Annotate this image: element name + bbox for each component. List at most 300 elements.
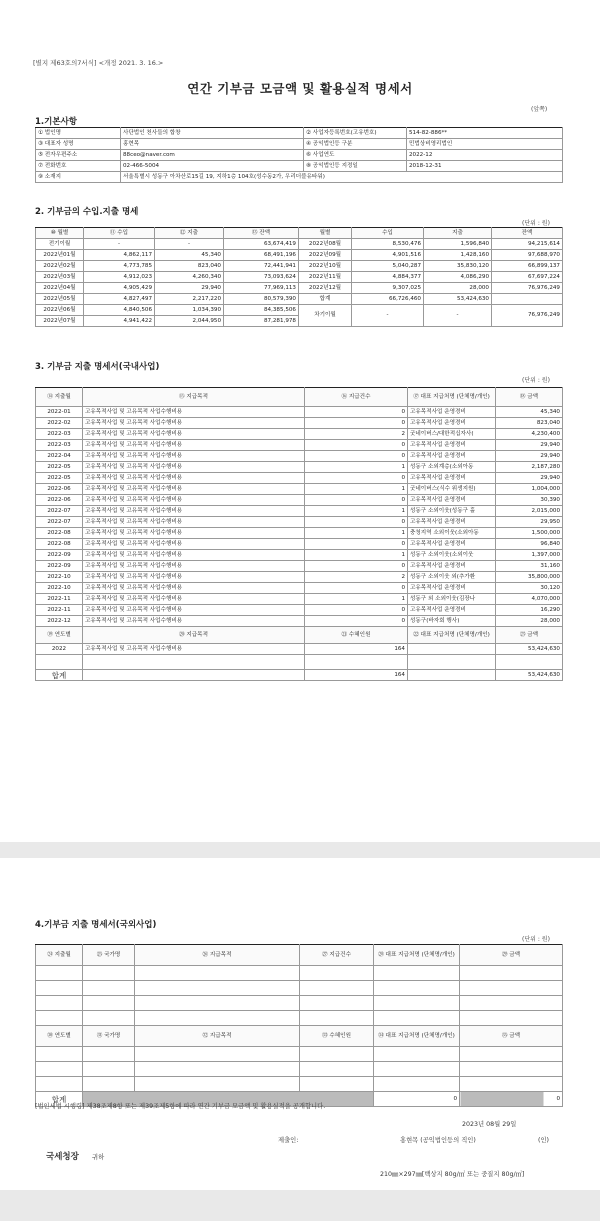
- empty-cell: [83, 996, 135, 1011]
- count-cell: 0: [305, 473, 408, 484]
- purpose-cell: 고유목적사업 및 고유목적 사업수행비용: [83, 616, 305, 627]
- balance-cell: [492, 294, 563, 305]
- month-cell: 2022년08월: [299, 239, 352, 250]
- field-label: ③ 대표자 성명: [36, 139, 121, 150]
- empty-cell: [374, 981, 460, 996]
- empty-cell: [460, 1062, 563, 1077]
- count-cell: 0: [305, 440, 408, 451]
- income-unit: (단위 : 원): [522, 220, 550, 227]
- purpose-cell: 고유목적사업 및 고유목적 사업수행비용: [83, 605, 305, 616]
- purpose-cell: 고유목적사업 및 고유목적 사업수행비용: [83, 583, 305, 594]
- year-header-row: [36, 627, 563, 644]
- column-header: ⑳ 지급목적: [83, 627, 305, 644]
- column-header: ㉜ 지급목적: [135, 1026, 300, 1047]
- income-row: [36, 305, 563, 316]
- column-header: ㉖ 지급목적: [135, 945, 300, 966]
- expense-row: [36, 616, 563, 627]
- empty-cell: [135, 1077, 300, 1092]
- empty-cell: [300, 981, 374, 996]
- income-row: [36, 250, 563, 261]
- expense-row: [36, 517, 563, 528]
- count-cell: 1: [305, 528, 408, 539]
- income-cell: 5,040,287: [352, 261, 424, 272]
- month-cell: 2022년04월: [36, 283, 84, 294]
- empty-cell: [374, 1062, 460, 1077]
- column-header: ㉟ 금액: [460, 1026, 563, 1047]
- purpose-cell: 고유목적사업 및 고유목적 사업수행비용: [83, 440, 305, 451]
- month-cell: 2022-02: [36, 418, 83, 429]
- amount-cell: 2,015,000: [496, 506, 563, 517]
- column-header: 수입: [352, 228, 424, 239]
- page-side-label: (앞쪽): [531, 106, 548, 113]
- expense-cell: 53,424,630: [424, 294, 492, 305]
- purpose-cell: 고유목적사업 및 고유목적 사업수행비용: [83, 429, 305, 440]
- recipient-cell: 성동구 소외이웃(성동구 홀: [408, 506, 496, 517]
- income-table: [35, 227, 563, 327]
- empty-cell: [408, 655, 496, 670]
- expense-cell: 823,040: [155, 261, 224, 272]
- seal-mark: (인): [538, 1137, 549, 1144]
- foreign-header-row: [36, 945, 563, 966]
- amount-cell: 1,397,000: [496, 550, 563, 561]
- column-header: ㉘ 대표 지급처명 (단체명/개인): [374, 945, 460, 966]
- empty-cell: [460, 1077, 563, 1092]
- amount-cell: 53,424,630: [496, 644, 563, 655]
- count-cell: 1: [305, 594, 408, 605]
- purpose-cell: 고유목적사업 및 고유목적 사업수행비용: [83, 550, 305, 561]
- recipient-cell: 고유목적사업 운영경비: [408, 440, 496, 451]
- month-cell: 2022년05월: [36, 294, 84, 305]
- recipient-cell: 성동구 소외이웃 외(추가환: [408, 572, 496, 583]
- income-cell: -: [352, 305, 424, 327]
- empty-cell: [300, 1047, 374, 1062]
- empty-cell: [374, 1011, 460, 1026]
- balance-cell: 63,674,419: [224, 239, 299, 250]
- balance-cell: 84,385,506: [224, 305, 299, 316]
- foreign-empty-row: [36, 1062, 563, 1077]
- income-cell: 4,827,497: [84, 294, 155, 305]
- count-cell: 0: [305, 616, 408, 627]
- expense-row: [36, 418, 563, 429]
- empty-cell: [36, 966, 83, 981]
- amount-cell: 30,120: [496, 583, 563, 594]
- empty-cell: [374, 996, 460, 1011]
- expense-row: [36, 462, 563, 473]
- empty-cell: [460, 996, 563, 1011]
- month-cell: 2022-05: [36, 473, 83, 484]
- amount-cell: 2,187,280: [496, 462, 563, 473]
- field-label: ⑧ 공익법인등 지정일: [304, 161, 407, 172]
- amount-cell: 1,500,000: [496, 528, 563, 539]
- field-value: 서울특별시 성동구 아차산로15길 19, 지하1층 104호(성수동2가, 우리더블유타워): [121, 172, 563, 183]
- field-label: ② 사업자등록번호(고유번호): [304, 128, 407, 139]
- purpose-cell: 고유목적사업 및 고유목적 사업수행비용: [83, 539, 305, 550]
- month-cell: 2022년06월: [36, 305, 84, 316]
- month-cell: 2022-05: [36, 462, 83, 473]
- column-header: ⑲ 연도별: [36, 627, 83, 644]
- amount-cell: 29,940: [496, 440, 563, 451]
- empty-cell: [496, 655, 563, 670]
- form-page-2: [0, 858, 600, 1190]
- income-cell: 8,530,476: [352, 239, 424, 250]
- balance-cell: 87,281,978: [224, 316, 299, 327]
- expense-cell: 1,034,390: [155, 305, 224, 316]
- count-total: 0: [374, 1092, 460, 1107]
- year-row: [36, 644, 563, 655]
- expense-row: [36, 594, 563, 605]
- column-header: ⑫ 지출: [155, 228, 224, 239]
- count-cell: 0: [305, 418, 408, 429]
- income-row: [36, 283, 563, 294]
- purpose-cell: 고유목적사업 및 고유목적 사업수행비용: [83, 506, 305, 517]
- submitter-name: 홍현목 (공익법인등의 직인): [400, 1137, 476, 1144]
- column-header: ⑪ 수입: [84, 228, 155, 239]
- balance-cell: 73,093,624: [224, 272, 299, 283]
- beneficiary-cell: 164: [305, 644, 408, 655]
- page-title: 연간 기부금 모금액 및 활용실적 명세서: [187, 81, 413, 96]
- expense-row: [36, 451, 563, 462]
- field-label: ① 법인명: [36, 128, 121, 139]
- recipient-cell: 고유목적사업 운영경비: [408, 583, 496, 594]
- expense-cell: 28,000: [424, 283, 492, 294]
- count-cell: 0: [305, 451, 408, 462]
- recipient-cell: 성동구 소외계층(소외아동: [408, 462, 496, 473]
- income-cell: 66,726,460: [352, 294, 424, 305]
- empty-row: [36, 655, 563, 670]
- basic-info-row: [36, 161, 563, 172]
- total-label: 합계: [36, 670, 83, 681]
- column-header: 지출: [424, 228, 492, 239]
- amount-cell: 96,840: [496, 539, 563, 550]
- column-header: ㉛ 국가명: [83, 1026, 135, 1047]
- count-cell: 0: [305, 495, 408, 506]
- count-cell: 0: [305, 539, 408, 550]
- income-cell: 4,941,422: [84, 316, 155, 327]
- month-cell: 2022-07: [36, 506, 83, 517]
- empty-cell: [460, 1011, 563, 1026]
- month-cell: 2022-10: [36, 583, 83, 594]
- count-cell: 2: [305, 429, 408, 440]
- month-cell: 2022-11: [36, 594, 83, 605]
- recipient-cell: 고유목적사업 운영경비: [408, 407, 496, 418]
- balance-cell: 67,697,224: [492, 272, 563, 283]
- income-row: [36, 294, 563, 305]
- column-header: ⑯ 지급건수: [305, 388, 408, 407]
- balance-cell: 76,976,249: [492, 305, 563, 327]
- balance-cell: 94,215,614: [492, 239, 563, 250]
- recipient-cell: 굿네이버스/대한적십자사(: [408, 429, 496, 440]
- month-cell: 2022년01월: [36, 250, 84, 261]
- foreign-empty-row: [36, 966, 563, 981]
- total-row: [36, 670, 563, 681]
- month-cell: 합계: [299, 294, 352, 305]
- expense-row: [36, 605, 563, 616]
- empty-cell: [135, 1062, 300, 1077]
- balance-cell: 80,579,390: [224, 294, 299, 305]
- month-cell: 2022-06: [36, 495, 83, 506]
- empty-cell: [135, 1011, 300, 1026]
- balance-cell: 68,491,196: [224, 250, 299, 261]
- field-value: 홍현목: [121, 139, 304, 150]
- month-cell: 2022-06: [36, 484, 83, 495]
- expense-row: [36, 484, 563, 495]
- empty-cell: [408, 670, 496, 681]
- domestic-header-row: [36, 388, 563, 407]
- field-value: 2022-12: [407, 150, 563, 161]
- expense-cell: 1,428,160: [424, 250, 492, 261]
- field-value: 민법상비영리법인: [407, 139, 563, 150]
- purpose-cell: 고유목적사업 및 고유목적 사업수행비용: [83, 528, 305, 539]
- column-header: ㉒ 대표 지급처명 (단체명/개인): [408, 627, 496, 644]
- recipient-cell: 성동구 외 소외이웃(김장나: [408, 594, 496, 605]
- recipient-cell: 고유목적사업 운영경비: [408, 473, 496, 484]
- basic-info-row: [36, 172, 563, 183]
- purpose-cell: 고유목적사업 및 고유목적 사업수행비용: [83, 484, 305, 495]
- amount-cell: 1,004,000: [496, 484, 563, 495]
- column-header: ㉑ 수혜인원: [305, 627, 408, 644]
- month-cell: 2022-09: [36, 550, 83, 561]
- income-cell: 4,884,377: [352, 272, 424, 283]
- empty-cell: [460, 966, 563, 981]
- empty-cell: [36, 655, 83, 670]
- expense-row: [36, 407, 563, 418]
- empty-cell: [460, 981, 563, 996]
- income-cell: 4,840,506: [84, 305, 155, 316]
- amount-cell: 4,230,400: [496, 429, 563, 440]
- column-header: ㉙ 금액: [460, 945, 563, 966]
- amount-total: 0: [460, 1092, 563, 1107]
- empty-cell: [374, 1077, 460, 1092]
- foreign-empty-row: [36, 1011, 563, 1026]
- field-label: ④ 공익법인등 구분: [304, 139, 407, 150]
- amount-cell: 45,340: [496, 407, 563, 418]
- month-cell: 전기이월: [36, 239, 84, 250]
- expense-cell: 2,044,950: [155, 316, 224, 327]
- expense-cell: 35,830,120: [424, 261, 492, 272]
- basic-info-row: [36, 128, 563, 139]
- empty-cell: [36, 1062, 83, 1077]
- income-cell: 4,862,117: [84, 250, 155, 261]
- count-cell: 1: [305, 484, 408, 495]
- balance-cell: 77,969,113: [224, 283, 299, 294]
- expense-cell: 4,260,340: [155, 272, 224, 283]
- domestic-unit: (단위 : 원): [522, 377, 550, 384]
- income-header-row: [36, 228, 563, 239]
- section-income-heading: 2. 기부금의 수입.지출 명세: [35, 207, 139, 217]
- empty-cell: [300, 1077, 374, 1092]
- empty-cell: [36, 996, 83, 1011]
- paper-spec: 210㎜×297㎜[백상지 80g/㎡ 또는 중질지 80g/㎡]: [380, 1171, 525, 1178]
- column-header: 잔액: [492, 228, 563, 239]
- month-cell: 2022년02월: [36, 261, 84, 272]
- foreign-table: [35, 944, 563, 1107]
- amount-cell: 31,160: [496, 561, 563, 572]
- foreign-spacer-row: [36, 1077, 563, 1092]
- amount-total: 53,424,630: [496, 670, 563, 681]
- column-header: ⑮ 지급목적: [83, 388, 305, 407]
- purpose-cell: 고유목적사업 및 고유목적 사업수행비용: [83, 572, 305, 583]
- count-cell: 0: [305, 407, 408, 418]
- income-row: [36, 261, 563, 272]
- empty-cell: [300, 1062, 374, 1077]
- month-cell: 2022-04: [36, 451, 83, 462]
- purpose-cell: 고유목적사업 및 고유목적 사업수행비용: [83, 495, 305, 506]
- expense-cell: -: [155, 239, 224, 250]
- income-cell: -: [84, 239, 155, 250]
- form-number: [별지 제63호의7서식] <개정 2021. 3. 16.>: [33, 59, 164, 67]
- expense-cell: 2,217,220: [155, 294, 224, 305]
- empty-cell: [135, 1047, 300, 1062]
- empty-cell: [83, 1062, 135, 1077]
- recipient-cell: 충청지역 소외이웃(소외아동: [408, 528, 496, 539]
- foreign-unit: (단위 : 원): [522, 936, 550, 943]
- expense-row: [36, 528, 563, 539]
- field-label: ⑤ 전자우편주소: [36, 150, 121, 161]
- empty-cell: [83, 1077, 135, 1092]
- basic-info-row: [36, 139, 563, 150]
- month-cell: 2022년07월: [36, 316, 84, 327]
- amount-cell: 29,940: [496, 473, 563, 484]
- recipient-cell: 고유목적사업 운영경비: [408, 418, 496, 429]
- empty-cell: [135, 996, 300, 1011]
- carry-label: 차기이월: [299, 305, 352, 327]
- recipient-cell: 고유목적사업 운영경비: [408, 517, 496, 528]
- column-header: ㉓ 금액: [496, 627, 563, 644]
- amount-cell: 30,390: [496, 495, 563, 506]
- field-label: ⑥ 사업연도: [304, 150, 407, 161]
- income-cell: 4,901,516: [352, 250, 424, 261]
- balance-cell: 97,688,970: [492, 250, 563, 261]
- purpose-cell: 고유목적사업 및 고유목적 사업수행비용: [83, 644, 305, 655]
- month-cell: 2022년03월: [36, 272, 84, 283]
- month-cell: 2022-11: [36, 605, 83, 616]
- purpose-cell: 고유목적사업 및 고유목적 사업수행비용: [83, 561, 305, 572]
- empty-cell: [36, 1077, 83, 1092]
- section-domestic-heading: 3. 기부금 지출 명세서(국내사업): [35, 362, 160, 372]
- count-cell: 0: [305, 605, 408, 616]
- empty-cell: [36, 1047, 83, 1062]
- empty-cell: [36, 1011, 83, 1026]
- month-cell: 2022년12월: [299, 283, 352, 294]
- empty-cell: [300, 1011, 374, 1026]
- empty-cell: [374, 1047, 460, 1062]
- field-value: 02-466-5004: [121, 161, 304, 172]
- foreign-year-header-row: [36, 1026, 563, 1047]
- total-label: 합계: [36, 1092, 83, 1107]
- column-header: ⑬ 잔액: [224, 228, 299, 239]
- income-row: [36, 239, 563, 250]
- amount-cell: 29,950: [496, 517, 563, 528]
- empty-cell: [135, 981, 300, 996]
- submission-date: 2023년 08월 29일: [462, 1121, 517, 1128]
- income-cell: 9,307,025: [352, 283, 424, 294]
- amount-cell: 823,040: [496, 418, 563, 429]
- field-label: ⑦ 전화번호: [36, 161, 121, 172]
- column-header: ⑩ 월별: [36, 228, 84, 239]
- month-cell: 2022-01: [36, 407, 83, 418]
- empty-cell: [374, 966, 460, 981]
- empty-cell: [305, 655, 408, 670]
- balance-cell: 66,899,137: [492, 261, 563, 272]
- field-value: 514-82-886**: [407, 128, 563, 139]
- recipient-cell: 고유목적사업 운영경비: [408, 561, 496, 572]
- month-cell: 2022-10: [36, 572, 83, 583]
- empty-cell: [83, 655, 305, 670]
- law-notice: [법인세법 시행령] 제38조제8항 또는 제39조제5항에 따라 연간 기부금 모금액 및 활용실적을 공개합니다.: [35, 1103, 326, 1110]
- field-value: 2018-12-31: [407, 161, 563, 172]
- column-header: ㉔ 지출월: [36, 945, 83, 966]
- expense-row: [36, 539, 563, 550]
- expense-row: [36, 550, 563, 561]
- count-cell: 0: [305, 561, 408, 572]
- section-foreign-heading: 4.기부금 지출 명세서(국외사업): [35, 920, 157, 930]
- foreign-empty-row: [36, 981, 563, 996]
- month-cell: 2022-03: [36, 429, 83, 440]
- amount-cell: 16,290: [496, 605, 563, 616]
- column-header: ⑭ 지출월: [36, 388, 83, 407]
- field-value: 88ceo@naver.com: [121, 150, 304, 161]
- purpose-cell: 고유목적사업 및 고유목적 사업수행비용: [83, 451, 305, 462]
- empty-cell: [460, 1047, 563, 1062]
- month-cell: 2022년10월: [299, 261, 352, 272]
- recipient-cell: 고유목적사업 운영경비: [408, 605, 496, 616]
- empty-cell: [83, 1011, 135, 1026]
- expense-cell: 29,940: [155, 283, 224, 294]
- empty-cell: [36, 981, 83, 996]
- recipient-cell: 고유목적사업 운영경비: [408, 451, 496, 462]
- expense-row: [36, 583, 563, 594]
- year-cell: 2022: [36, 644, 83, 655]
- empty-cell: [83, 1047, 135, 1062]
- basic-info-row: [36, 150, 563, 161]
- income-cell: 4,905,429: [84, 283, 155, 294]
- count-cell: 1: [305, 550, 408, 561]
- count-cell: 1: [305, 506, 408, 517]
- expense-row: [36, 561, 563, 572]
- count-cell: 0: [305, 517, 408, 528]
- expense-cell: 45,340: [155, 250, 224, 261]
- month-cell: 2022년11월: [299, 272, 352, 283]
- amount-cell: 29,940: [496, 451, 563, 462]
- empty-cell: [300, 996, 374, 1011]
- domestic-table: [35, 387, 563, 681]
- recipient: 국세청장: [46, 1152, 79, 1162]
- month-cell: 2022-09: [36, 561, 83, 572]
- expense-row: [36, 572, 563, 583]
- month-cell: 2022년09월: [299, 250, 352, 261]
- column-header: ㉚ 연도별: [36, 1026, 83, 1047]
- recipient-honorific: 귀하: [92, 1154, 105, 1161]
- empty-cell: [300, 966, 374, 981]
- section-basic-heading: 1.기본사항: [35, 117, 77, 127]
- column-header: ㉗ 지급건수: [300, 945, 374, 966]
- amount-cell: 4,070,000: [496, 594, 563, 605]
- empty-cell: [83, 981, 135, 996]
- foreign-empty-row: [36, 1047, 563, 1062]
- column-header: ㉝ 수혜인원: [300, 1026, 374, 1047]
- empty-cell: [83, 966, 135, 981]
- empty-cell: [135, 966, 300, 981]
- foreign-empty-row: [36, 996, 563, 1011]
- purpose-cell: 고유목적사업 및 고유목적 사업수행비용: [83, 462, 305, 473]
- month-cell: 2022-08: [36, 528, 83, 539]
- income-row: [36, 272, 563, 283]
- beneficiary-total: 164: [305, 670, 408, 681]
- expense-row: [36, 429, 563, 440]
- empty-cell: [83, 670, 305, 681]
- submitter-label: 제출인:: [278, 1137, 299, 1144]
- count-cell: 0: [305, 583, 408, 594]
